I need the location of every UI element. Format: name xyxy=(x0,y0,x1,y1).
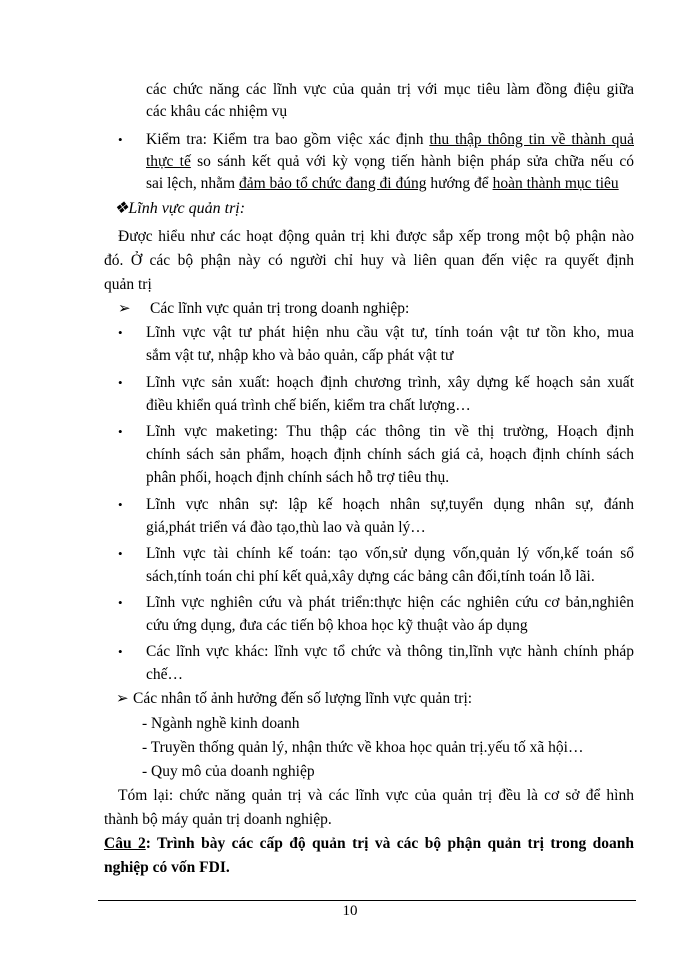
bullet-icon: • xyxy=(118,325,123,340)
question-label: Câu 2 xyxy=(104,835,146,852)
body-text-line: các khâu các nhiệm vụ xyxy=(146,103,288,120)
list-item-line: cứu ứng dụng, đưa các tiến bộ khoa học kỹ thuật vào áp dụng xyxy=(146,617,528,634)
arrow-icon: ➢ xyxy=(116,691,129,707)
list-item-line: Lĩnh vực sản xuất: hoạch định chương trình, xây dựng kế hoạch sản xuất xyxy=(146,374,634,391)
kiem-tra-line xyxy=(146,173,619,195)
factor-line: - Quy mô của doanh nghiệp xyxy=(142,763,315,780)
list-item-line: Các lĩnh vực khác: lĩnh vực tổ chức và thông tin,lĩnh vực hành chính pháp xyxy=(146,643,634,660)
bullet-icon: • xyxy=(118,644,123,659)
arrow-icon: ➢ xyxy=(118,301,131,317)
section-heading: ❖Lĩnh vực quản trị: xyxy=(114,200,246,217)
list-item-line: phân phối, hoạch định chính sách hỗ trợ tiêu thụ. xyxy=(146,469,450,486)
list-item-line: Lĩnh vực nghiên cứu và phát triển:thực hiện các nghiên cứu cơ bản,nghiên xyxy=(146,594,634,611)
summary-line: thành bộ máy quản trị doanh nghiệp. xyxy=(104,811,332,828)
bullet-icon: • xyxy=(118,424,123,439)
kiem-tra-line xyxy=(146,151,634,173)
underlined-text: đảm bảo tổ chức đang đi đúng xyxy=(238,175,427,192)
underlined-text: hoàn thành mục tiêu xyxy=(492,175,619,192)
bullet-icon: • xyxy=(118,497,123,512)
kiem-tra-line xyxy=(146,129,634,151)
list-item-line: Lĩnh vực maketing: Thu thập các thông tin về thị trường, Hoạch định xyxy=(146,423,634,440)
list-item-line: Lĩnh vực tài chính kế toán: tạo vốn,sử dụng vốn,quản lý vốn,kế toán sổ xyxy=(146,545,634,562)
bullet-icon: • xyxy=(118,595,123,610)
list-item-line: chế… xyxy=(146,666,184,683)
intro-line: Được hiểu như các hoạt động quản trị khi được sắp xếp trong một bộ phận nào xyxy=(118,228,634,245)
list-item-line: Lĩnh vực nhân sự: lập kế hoạch nhân sự,tuyển dụng nhân sự, đánh xyxy=(146,496,634,513)
question-heading xyxy=(104,833,634,855)
text-span: so sánh kết quả với kỳ vọng tiến hành biện pháp sửa chữa nếu có xyxy=(190,153,634,170)
factor-line: - Ngành nghề kinh doanh xyxy=(142,715,300,732)
bullet-icon: • xyxy=(118,546,123,561)
text-span: hướng để xyxy=(426,175,493,192)
list-item-line: sách,tính toán chi phí kết quả,xây dựng các bảng cân đối,tính toán lỗ lãi. xyxy=(146,568,595,585)
list-item-line: chính sách sản phẩm, hoạch định chính sách giá cả, hoạch định chính sách xyxy=(146,446,634,463)
list-item-line: giá,phát triển vá đào tạo,thù lao và quản lý… xyxy=(146,519,426,536)
footer-rule xyxy=(98,900,636,901)
text-span: Kiểm tra: Kiểm tra bao gồm việc xác định xyxy=(146,131,430,148)
subheading: Các lĩnh vực quản trị trong doanh nghiệp: xyxy=(150,300,410,317)
intro-line: đó. Ở các bộ phận này có người chỉ huy và liên quan đến việc ra quyết định xyxy=(104,252,634,269)
bullet-icon: • xyxy=(118,375,123,390)
intro-line: quản trị xyxy=(104,276,152,293)
page-number: 10 xyxy=(342,903,358,919)
list-item-line: sắm vật tư, nhập kho và bảo quản, cấp phát vật tư xyxy=(146,347,454,364)
factor-line: - Truyền thống quản lý, nhận thức về khoa học quản trị.yếu tố xã hội… xyxy=(142,739,584,756)
body-text-line: các chức năng các lĩnh vực của quản trị với mục tiêu làm đồng điệu giữa xyxy=(146,81,634,98)
question-heading: nghiệp có vốn FDI. xyxy=(104,859,230,876)
bullet-icon: • xyxy=(118,132,123,147)
subheading: Các nhân tố ảnh hưởng đến số lượng lĩnh vực quản trị: xyxy=(133,690,473,707)
text-span: : Trình bày các cấp độ quản trị và các bộ phận quản trị trong doanh xyxy=(145,835,634,852)
underlined-text: thực tế xyxy=(146,153,191,170)
text-span: sai lệch, nhằm xyxy=(146,175,239,192)
list-item-line: điều khiển quá trình chế biến, kiểm tra chất lượng… xyxy=(146,397,471,414)
list-item-line: Lĩnh vực vật tư phát hiện nhu cầu vật tư, tính toán vật tư tồn kho, mua xyxy=(146,324,634,341)
underlined-text: thu thập thông tin về thành quả xyxy=(429,131,634,148)
summary-line: Tóm lại: chức năng quản trị và các lĩnh vực của quản trị đều là cơ sở để hình xyxy=(118,787,634,804)
